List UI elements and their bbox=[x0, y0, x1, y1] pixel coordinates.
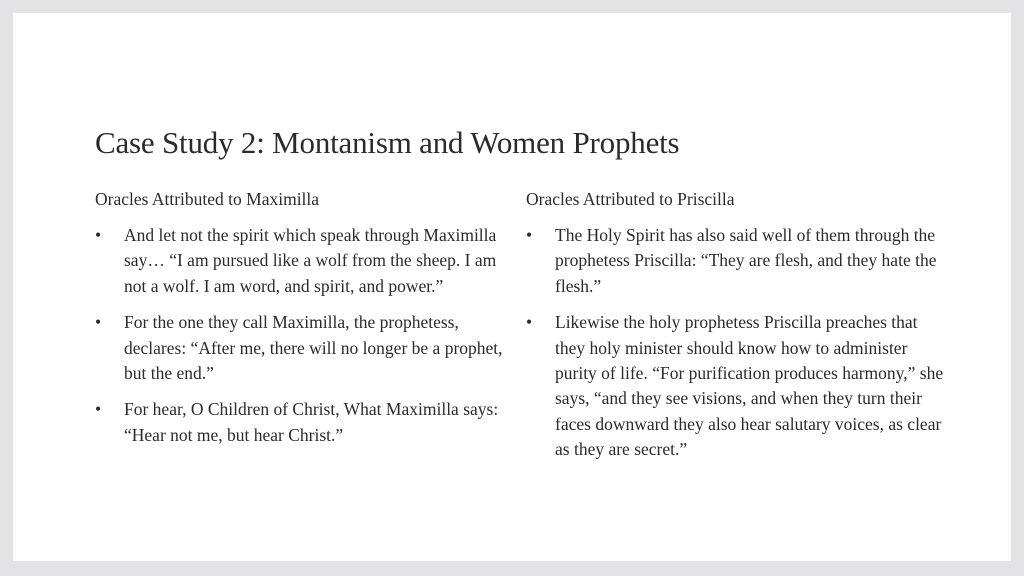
left-column bbox=[95, 187, 505, 459]
list-item-text: Likewise the holy prophetess Priscilla preaches that they holy minister should know how to administer purity of life. “For purification produces harmony,” she says, “and they see visions, and when they turn their faces downward they also hear salutary voices, as clear as they are secret.” bbox=[555, 312, 944, 460]
list-item bbox=[95, 223, 505, 299]
bullet-icon: • bbox=[526, 225, 533, 245]
slide-title: Case Study 2: Montanism and Women Prophets bbox=[95, 125, 680, 160]
list-item-text: For hear, O Children of Christ, What Maximilla says: “Hear not me, but hear Christ.” bbox=[124, 399, 499, 445]
right-column bbox=[526, 187, 946, 474]
bullet-icon: • bbox=[95, 312, 102, 333]
list-item-text: And let not the spirit which speak through Maximilla say… “I am pursued like a wolf from the sheep. I am not a wolf. I am word, and spirit, and power.” bbox=[124, 225, 497, 296]
left-bullet-list bbox=[95, 223, 505, 448]
list-item-text: The Holy Spirit has also said well of them through the prophetess Priscilla: “They are flesh, and they hate the flesh.” bbox=[555, 225, 937, 296]
list-item bbox=[526, 310, 946, 462]
right-bullet-list bbox=[526, 223, 946, 463]
bullet-icon: • bbox=[526, 312, 533, 333]
slide bbox=[13, 13, 1011, 561]
list-item bbox=[526, 223, 946, 299]
list-item-text: For the one they call Maximilla, the prophetess, declares: “After me, there will no longer be a prophet, but the end.” bbox=[124, 312, 503, 384]
bullet-icon: • bbox=[95, 225, 102, 245]
bullet-icon: • bbox=[95, 399, 102, 420]
list-item bbox=[95, 397, 505, 448]
left-column-heading: Oracles Attributed to Maximilla bbox=[95, 189, 320, 209]
list-item bbox=[95, 310, 505, 386]
right-column-heading: Oracles Attributed to Priscilla bbox=[526, 189, 735, 209]
